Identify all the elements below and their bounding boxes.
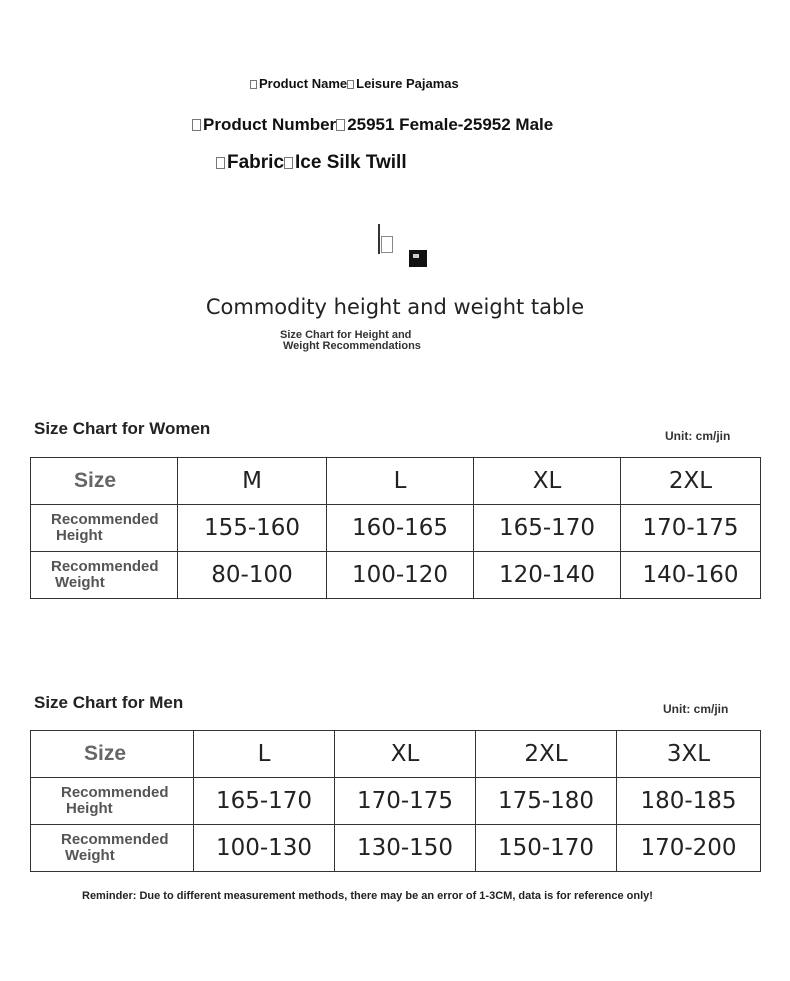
- commodity-title: Commodity height and weight table: [205, 295, 585, 319]
- size-cell: 2XL: [476, 731, 617, 778]
- size-cell: 2XL: [621, 458, 761, 505]
- product-number-value: 25951 Female-25952 Male: [347, 115, 554, 134]
- men-unit: Unit: cm/jin: [663, 702, 729, 716]
- height-label-line-1: Recommended: [51, 511, 159, 528]
- product-number-line: [192, 115, 553, 135]
- height-cell: 160-165: [327, 505, 474, 552]
- height-cell: 165-170: [194, 778, 335, 825]
- weight-row-header: [31, 552, 178, 599]
- weight-label-line-2: Weight: [55, 574, 105, 591]
- table-row: [31, 778, 761, 825]
- chart-subtitle-line-2: Weight Recommendations: [283, 340, 421, 352]
- size-cell: 3XL: [617, 731, 761, 778]
- weight-cell: 140-160: [621, 552, 761, 599]
- women-section-title: Size Chart for Women: [34, 419, 211, 438]
- chart-subtitle: [280, 330, 421, 352]
- bracket-glyph-icon: [284, 157, 293, 169]
- chart-subtitle-line-1: Size Chart for Height and: [280, 329, 412, 341]
- weight-cell: 100-120: [327, 552, 474, 599]
- weight-label-line-1: Recommended: [61, 831, 169, 848]
- bracket-glyph-icon: [347, 80, 354, 89]
- weight-cell: 150-170: [476, 825, 617, 872]
- size-cell: L: [194, 731, 335, 778]
- bracket-glyph-icon: [250, 80, 257, 89]
- table-row: [31, 731, 761, 778]
- height-label-line-2: Height: [56, 527, 103, 544]
- fabric-label: Fabric: [227, 152, 285, 173]
- men-size-table: [30, 730, 761, 872]
- women-unit: Unit: cm/jin: [665, 429, 731, 443]
- cursor-mark-icon: [378, 224, 380, 254]
- height-cell: 170-175: [621, 505, 761, 552]
- height-cell: 155-160: [178, 505, 327, 552]
- bracket-glyph-icon: [336, 119, 345, 131]
- bracket-glyph-icon: [216, 157, 225, 169]
- size-cell: XL: [335, 731, 476, 778]
- height-row-header: [31, 505, 178, 552]
- table-row: [31, 505, 761, 552]
- size-cell: M: [178, 458, 327, 505]
- product-name-label: Product Name: [259, 76, 348, 91]
- height-label-line-1: Recommended: [61, 784, 169, 801]
- men-section-title: Size Chart for Men: [34, 693, 184, 712]
- box-glyph-icon: [381, 236, 393, 253]
- height-cell: 180-185: [617, 778, 761, 825]
- size-cell: XL: [474, 458, 621, 505]
- weight-label-line-2: Weight: [65, 847, 115, 864]
- women-size-table: [30, 457, 761, 599]
- weight-cell: 80-100: [178, 552, 327, 599]
- weight-cell: 170-200: [617, 825, 761, 872]
- weight-label-line-1: Recommended: [51, 558, 159, 575]
- size-header-cell: Size: [31, 731, 194, 778]
- weight-cell: 120-140: [474, 552, 621, 599]
- height-label-line-2: Height: [66, 800, 113, 817]
- table-row: [31, 825, 761, 872]
- product-number-label: Product Number: [203, 115, 337, 134]
- table-row: [31, 458, 761, 505]
- reminder-note: Reminder: Due to different measurement methods, there may be an error of 1-3CM, data is for reference only!: [82, 890, 653, 902]
- height-cell: 170-175: [335, 778, 476, 825]
- height-cell: 175-180: [476, 778, 617, 825]
- table-row: [31, 552, 761, 599]
- fabric-line: [216, 152, 407, 174]
- size-header-cell: Size: [31, 458, 178, 505]
- size-cell: L: [327, 458, 474, 505]
- weight-row-header: [31, 825, 194, 872]
- product-name-value: Leisure Pajamas: [356, 76, 459, 91]
- height-cell: 165-170: [474, 505, 621, 552]
- product-name-line: [250, 76, 459, 91]
- bracket-glyph-icon: [192, 119, 201, 131]
- fabric-value: Ice Silk Twill: [295, 152, 407, 173]
- weight-cell: 100-130: [194, 825, 335, 872]
- height-row-header: [31, 778, 194, 825]
- small-image-icon: [409, 250, 427, 267]
- weight-cell: 130-150: [335, 825, 476, 872]
